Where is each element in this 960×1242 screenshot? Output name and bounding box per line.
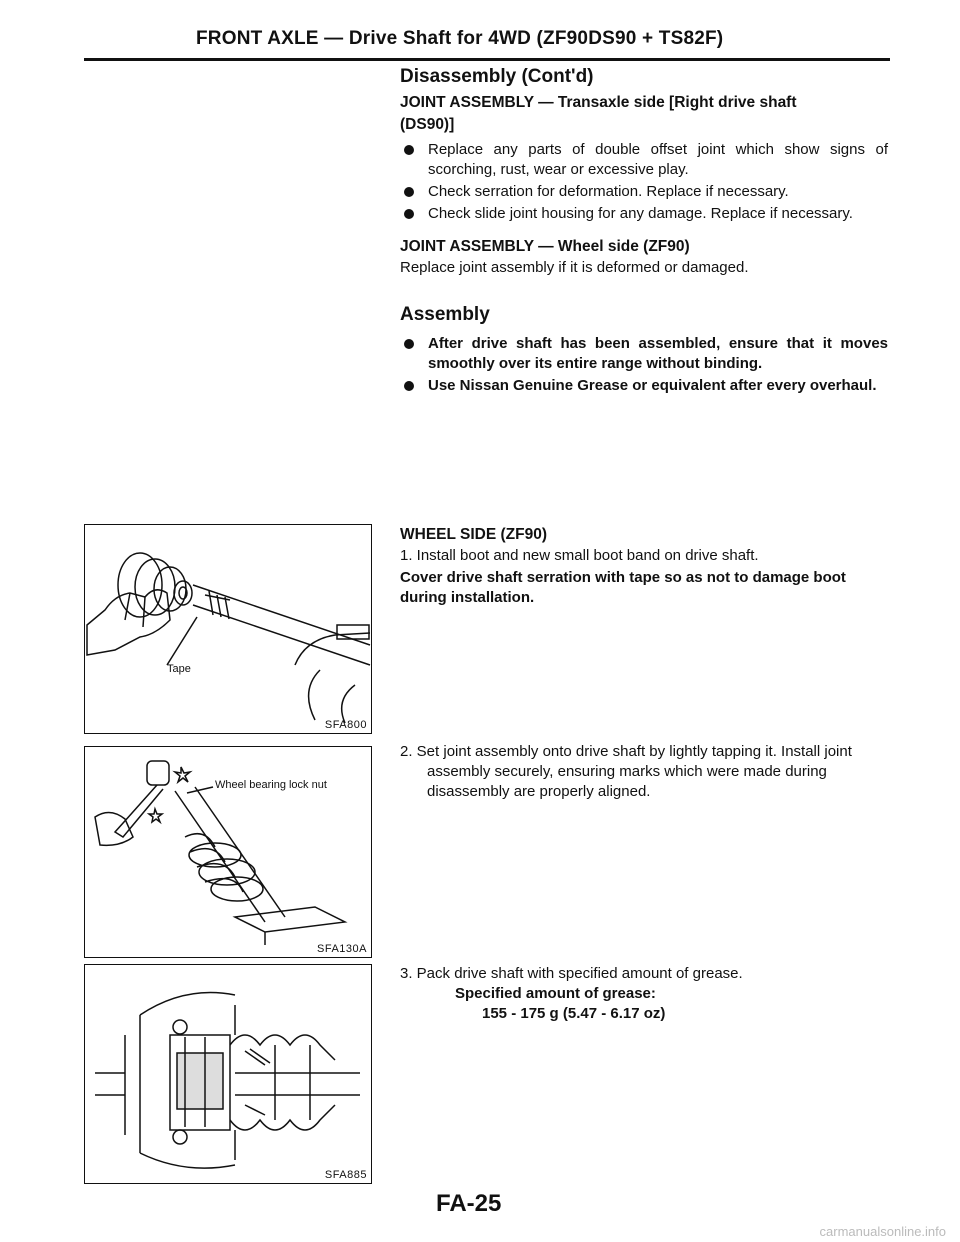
bullet-item: After drive shaft has been assembled, ensure that it moves smoothly over its entire range without binding.: [400, 334, 888, 374]
watermark: carmanualsonline.info: [819, 1224, 946, 1239]
assembly-heading: Assembly: [400, 304, 490, 325]
step3-text: 3. Pack drive shaft with specified amount of grease.: [400, 965, 743, 982]
figure-code-sfa800: SFA800: [324, 719, 367, 731]
joint-transaxle-title-line2: (DS90)]: [400, 116, 455, 133]
figure-wheel-bearing-lock-nut: [84, 746, 372, 958]
bullet-item: Check serration for deformation. Replace if necessary.: [400, 182, 888, 202]
step2-text: 2. Set joint assembly onto drive shaft by lightly tapping it. Install joint assembly securely, ensuring marks which were made during disassembly are properly aligned.: [400, 743, 852, 800]
tape-label: Tape: [167, 663, 191, 675]
bullet-item: Use Nissan Genuine Grease or equivalent after every overhaul.: [400, 376, 888, 396]
joint-transaxle-title: [400, 92, 888, 136]
joint-transaxle-title-line1: JOINT ASSEMBLY — Transaxle side [Right drive shaft: [400, 94, 797, 111]
wheel-bearing-lock-nut-label: Wheel bearing lock nut: [215, 779, 327, 791]
joint-wheel-text: Replace joint assembly if it is deformed or damaged.: [400, 259, 749, 276]
step1-bold-note: Cover drive shaft serration with tape so as not to damage boot during installation.: [400, 569, 846, 606]
assembly-section: [400, 304, 888, 398]
figure-tape: [84, 524, 372, 734]
grease-spec-value: 155 - 175 g (5.47 - 6.17 oz): [482, 1005, 666, 1022]
wheel-side-step1: [400, 524, 888, 608]
wheel-side-title: WHEEL SIDE (ZF90): [400, 526, 547, 543]
page-number: FA-25: [436, 1190, 502, 1217]
tape-illustration: [85, 525, 371, 733]
grease-spec-label: Specified amount of grease:: [455, 985, 656, 1002]
page-header: FRONT AXLE — Drive Shaft for 4WD (ZF90DS90 + TS82F): [196, 28, 724, 49]
figure-code-sfa885: SFA885: [324, 1169, 367, 1181]
joint-section-illustration: [85, 965, 371, 1183]
step1-text: 1. Install boot and new small boot band on drive shaft.: [400, 547, 759, 564]
disassembly-heading: Disassembly (Cont'd): [400, 66, 594, 87]
joint-wheel-title: JOINT ASSEMBLY — Wheel side (ZF90): [400, 238, 690, 255]
figure-code-sfa130a: SFA130A: [317, 943, 367, 955]
bullet-item: Replace any parts of double offset joint which show signs of scorching, rust, wear or excessive play.: [400, 140, 888, 180]
header-rule: [84, 58, 890, 61]
wheel-side-step2: [400, 742, 888, 802]
disassembly-bullet-list: [400, 140, 888, 224]
assembly-bullet-list: [400, 334, 888, 396]
wheel-side-step3: [400, 964, 888, 1024]
disassembly-section: [400, 66, 888, 278]
figure-joint-cross-section: [84, 964, 372, 1184]
bullet-item: Check slide joint housing for any damage. Replace if necessary.: [400, 204, 888, 224]
